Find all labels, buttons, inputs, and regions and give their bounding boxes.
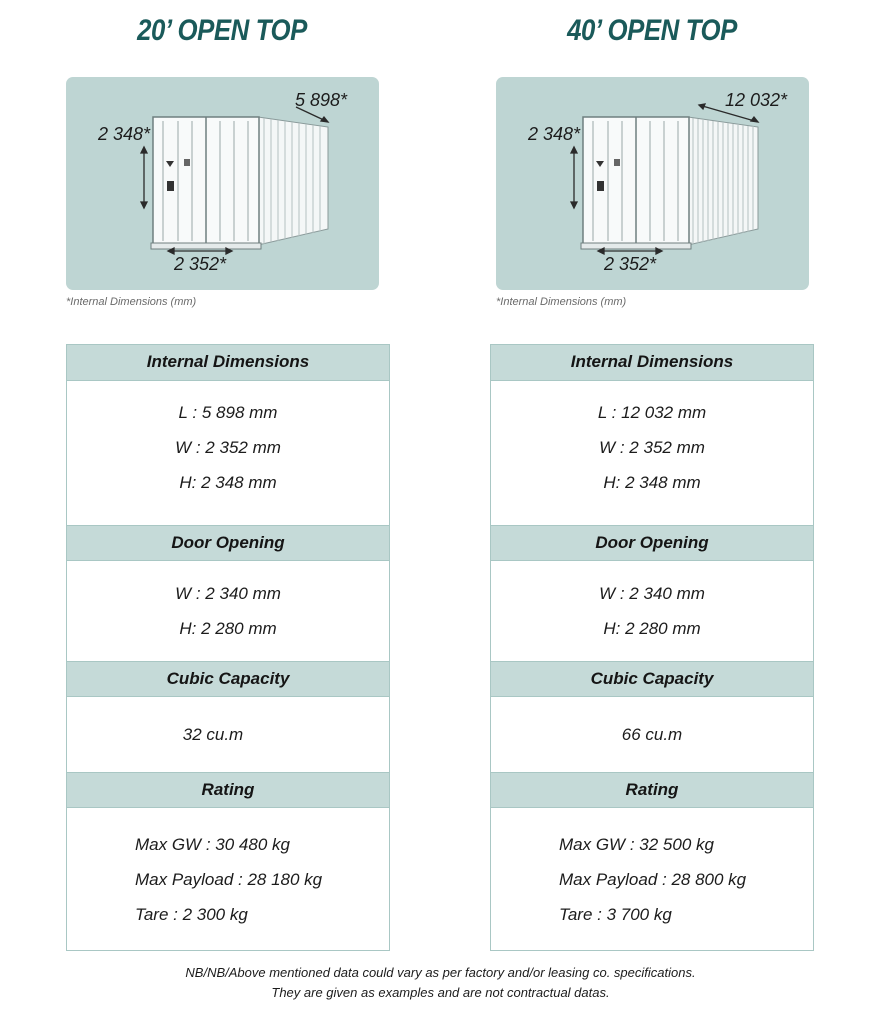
tare-weight: Tare : 3 700 kg <box>559 905 672 924</box>
door-width: W : 2 340 mm <box>175 584 281 603</box>
container-40-illustration <box>496 77 809 290</box>
container-20-illustration <box>66 77 379 290</box>
internal-width: W : 2 352 mm <box>175 438 281 457</box>
rating-header: Rating <box>491 772 813 808</box>
height-dimension-label: 2 348* <box>98 124 151 144</box>
door-opening-header: Door Opening <box>67 525 389 561</box>
cubic-capacity-header: Cubic Capacity <box>67 661 389 697</box>
max-gross-weight: Max GW : 30 480 kg <box>135 835 290 854</box>
cubic-capacity-value: 66 cu.m <box>621 725 683 744</box>
height-dimension-label: 2 348* <box>528 124 581 144</box>
internal-height: H: 2 348 mm <box>603 473 701 492</box>
container-20-title: 20’ OPEN TOP <box>137 14 307 47</box>
door-width: W : 2 340 mm <box>599 584 705 603</box>
tare-weight: Tare : 2 300 kg <box>135 905 248 924</box>
length-dimension-label: 12 032* <box>725 90 788 110</box>
container-20-spec-table <box>66 344 390 951</box>
door-height: H: 2 280 mm <box>179 619 277 638</box>
cubic-capacity-header: Cubic Capacity <box>491 661 813 697</box>
internal-length: L : 5 898 mm <box>178 403 278 422</box>
internal-dimensions-note: *Internal Dimensions (mm) <box>496 296 627 308</box>
width-dimension-label: 2 352* <box>174 254 227 274</box>
internal-height: H: 2 348 mm <box>179 473 277 492</box>
max-payload: Max Payload : 28 800 kg <box>559 870 747 889</box>
length-dimension-label: 5 898* <box>295 90 348 110</box>
cubic-capacity-value: 32 cu.m <box>182 725 244 744</box>
max-gross-weight: Max GW : 32 500 kg <box>559 835 714 854</box>
disclaimer-line-1: NB/NB/Above mentioned data could vary as per factory and/or leasing co. specifications. <box>185 965 696 980</box>
container-40-spec-table <box>490 344 814 951</box>
internal-dimensions-header: Internal Dimensions <box>491 345 813 381</box>
internal-length: L : 12 032 mm <box>597 403 707 422</box>
internal-width: W : 2 352 mm <box>599 438 705 457</box>
internal-dimensions-header: Internal Dimensions <box>67 345 389 381</box>
disclaimer-line-2: They are given as examples and are not contractual datas. <box>271 985 610 1000</box>
door-opening-header: Door Opening <box>491 525 813 561</box>
rating-header: Rating <box>67 772 389 808</box>
door-height: H: 2 280 mm <box>603 619 701 638</box>
container-40-title: 40’ OPEN TOP <box>567 14 737 47</box>
width-dimension-label: 2 352* <box>604 254 657 274</box>
max-payload: Max Payload : 28 180 kg <box>135 870 323 889</box>
internal-dimensions-note: *Internal Dimensions (mm) <box>66 296 197 308</box>
